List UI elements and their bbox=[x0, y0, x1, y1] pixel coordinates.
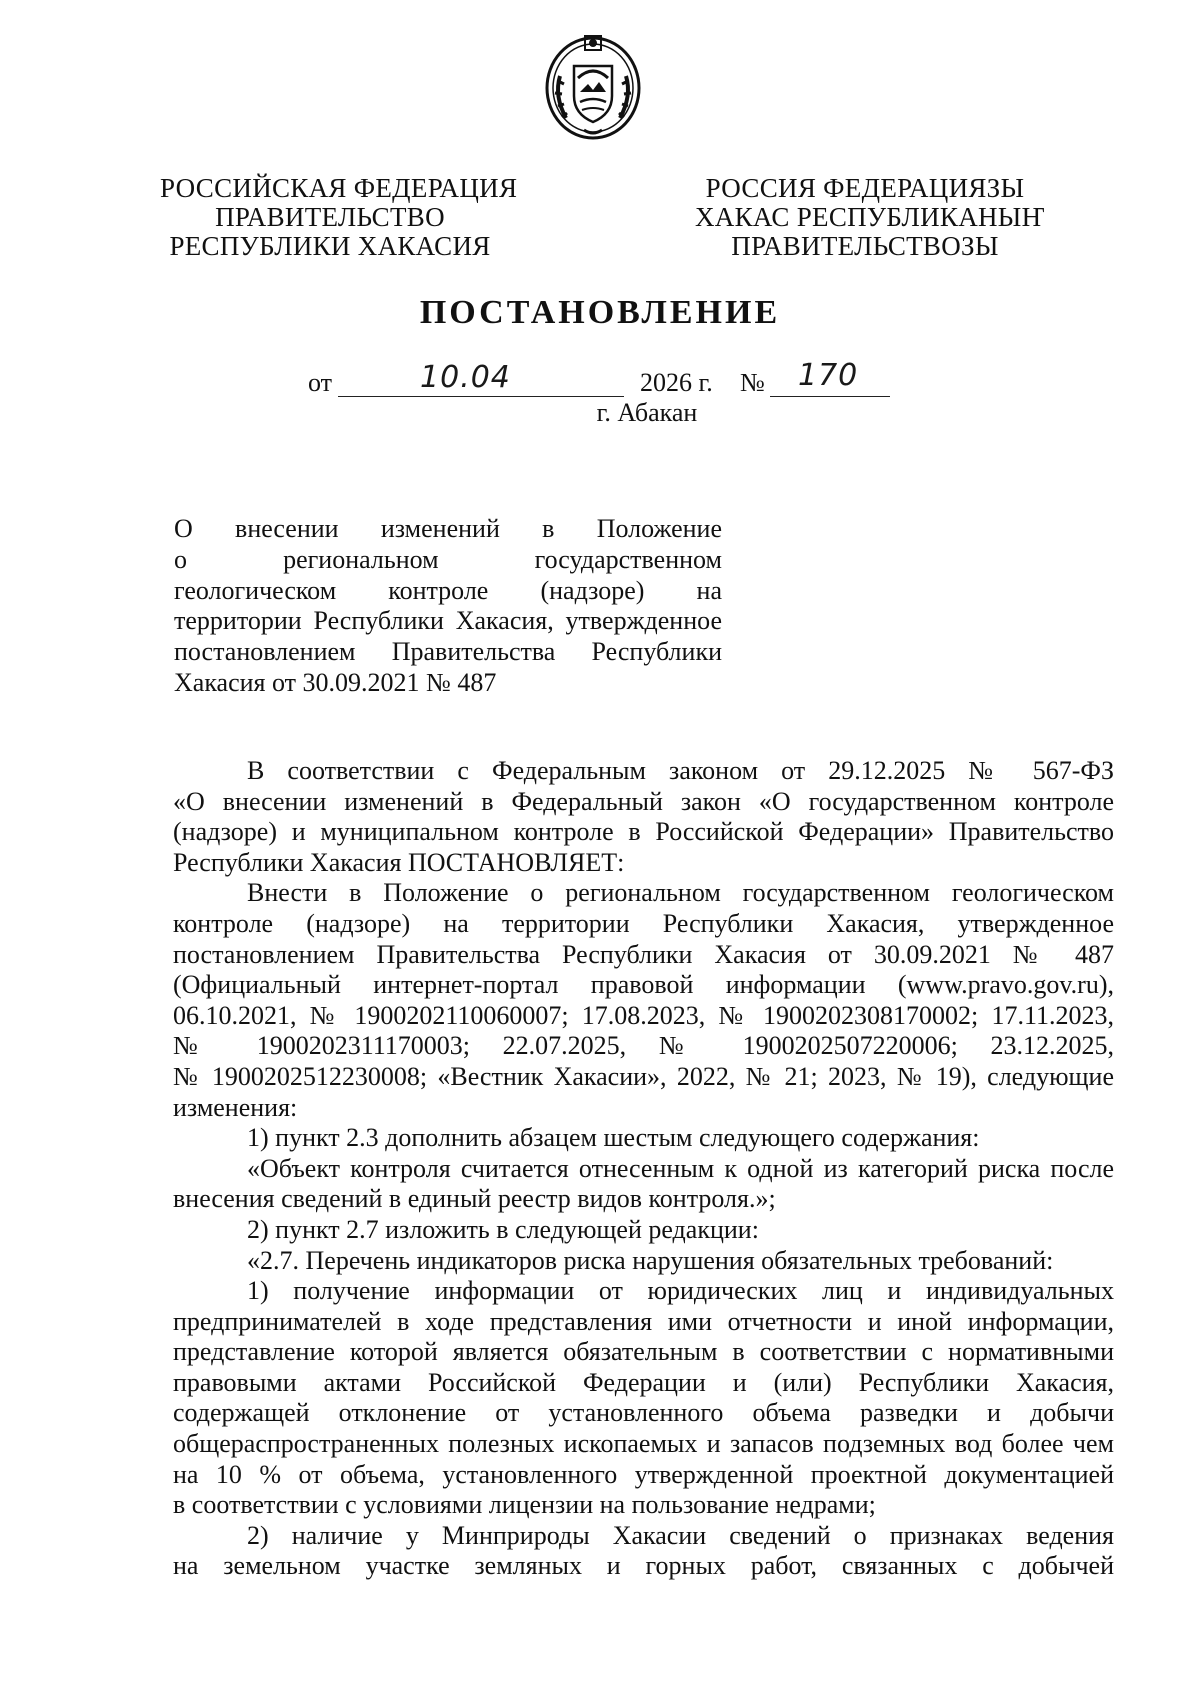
number-label: № bbox=[740, 368, 765, 397]
subject-line: О внесении изменений в Положение bbox=[174, 514, 722, 543]
header-right-line-3: ПРАВИТЕЛЬСТВОЗЫ bbox=[731, 231, 999, 261]
body-line: «О внесении изменений в Федеральный закон «О государственном контроле bbox=[173, 786, 1114, 816]
handwritten-number: 170 bbox=[798, 358, 859, 393]
handwritten-date: 10.04 bbox=[420, 360, 511, 395]
body-line: на 10 % от объема, установленного утвержденной проектной документацией bbox=[173, 1459, 1114, 1489]
body-line: 1) пункт 2.3 дополнить абзацем шестым следующего содержания: bbox=[247, 1123, 980, 1153]
body-line: (надзоре) и муниципальном контроле в Российской Федерации» Правительство bbox=[173, 817, 1114, 847]
body-line: постановлением Правительства Республики Хакасия от 30.09.2021 № 487 bbox=[173, 939, 1114, 969]
subject-line: о региональном государственном bbox=[174, 544, 722, 574]
body-line: контроле (надзоре) на территории Республики Хакасия, утвержденное bbox=[173, 908, 1114, 938]
body-line: правовыми актами Российской Федерации и (или) Республики Хакасия, bbox=[173, 1367, 1114, 1397]
subject-line: Хакасия от 30.09.2021 № 487 bbox=[174, 667, 497, 697]
header-left-line-1: РОССИЙСКАЯ ФЕДЕРАЦИЯ bbox=[160, 173, 518, 203]
body-line: 2) пункт 2.7 изложить в следующей редакции: bbox=[247, 1214, 759, 1244]
body-line: 1) получение информации от юридических лиц и индивидуальных bbox=[247, 1276, 1114, 1306]
body-line: № 1900202512230008; «Вестник Хакасии», 2022, № 21; 2023, № 19), следующие bbox=[173, 1061, 1114, 1091]
header-right-block bbox=[695, 173, 1045, 261]
coat-of-arms-emblem bbox=[540, 26, 646, 142]
document-subject bbox=[174, 514, 722, 699]
from-label: от bbox=[308, 368, 333, 397]
document-title: ПОСТАНОВЛЕНИЕ bbox=[419, 294, 781, 331]
document-body bbox=[173, 756, 1114, 1582]
body-line: 2) наличие у Минприроды Хакасии сведений о признаках ведения bbox=[247, 1520, 1114, 1550]
body-line: содержащей отклонение от установленного объема разведки и добычи bbox=[173, 1398, 1114, 1428]
number-underline bbox=[770, 396, 890, 397]
body-line: № 1900202311170003; 22.07.2025, № 1900202507220006; 23.12.2025, bbox=[173, 1031, 1114, 1061]
year-label: 2026 г. bbox=[640, 368, 713, 397]
body-line: внесения сведений в единый реестр видов контроля.»; bbox=[173, 1184, 776, 1214]
body-line: «Объект контроля считается отнесенным к одной из категорий риска после bbox=[247, 1153, 1114, 1183]
header-left-line-3: РЕСПУБЛИКИ ХАКАСИЯ bbox=[169, 231, 491, 261]
subject-line: постановлением Правительства Республики bbox=[174, 637, 722, 667]
body-line: (Официальный интернет-портал правовой информации (www.pravo.gov.ru), bbox=[173, 970, 1114, 1000]
header-left-line-2: ПРАВИТЕЛЬСТВО bbox=[215, 202, 445, 232]
body-line: на земельном участке земляных и горных работ, связанных с добычей bbox=[173, 1551, 1114, 1581]
body-line: изменения: bbox=[173, 1092, 298, 1122]
subject-line: территории Республики Хакасия, утвержденное bbox=[174, 606, 722, 636]
city-label: г. Абакан bbox=[596, 398, 698, 427]
date-line bbox=[0, 358, 1200, 402]
body-line: В соответствии с Федеральным законом от 29.12.2025 № 567-ФЗ bbox=[247, 756, 1114, 785]
body-line: представление которой является обязательным в соответствии с нормативными bbox=[173, 1337, 1114, 1367]
date-underline bbox=[338, 396, 624, 397]
header-left-block bbox=[160, 173, 518, 261]
header-right-line-1: РОССИЯ ФЕДЕРАЦИЯЗЫ bbox=[705, 173, 1025, 203]
subject-line: геологическом контроле (надзоре) на bbox=[174, 575, 722, 605]
body-line: общераспространенных полезных ископаемых и запасов подземных вод более чем bbox=[173, 1429, 1114, 1459]
body-line: предпринимателей в ходе представления ими отчетности и иной информации, bbox=[173, 1306, 1114, 1336]
body-line: 06.10.2021, № 1900202110060007; 17.08.2023, № 1900202308170002; 17.11.2023, bbox=[173, 1000, 1114, 1030]
body-line: Республики Хакасия ПОСТАНОВЛЯЕТ: bbox=[173, 847, 625, 877]
header-right-line-2: ХАКАС РЕСПУБЛИКАНЫҤ bbox=[695, 202, 1045, 232]
body-line: «2.7. Перечень индикаторов риска нарушения обязательных требований: bbox=[247, 1245, 1054, 1275]
body-line: в соответствии с условиями лицензии на пользование недрами; bbox=[173, 1490, 876, 1520]
body-line: Внести в Положение о региональном государственном геологическом bbox=[247, 878, 1114, 908]
